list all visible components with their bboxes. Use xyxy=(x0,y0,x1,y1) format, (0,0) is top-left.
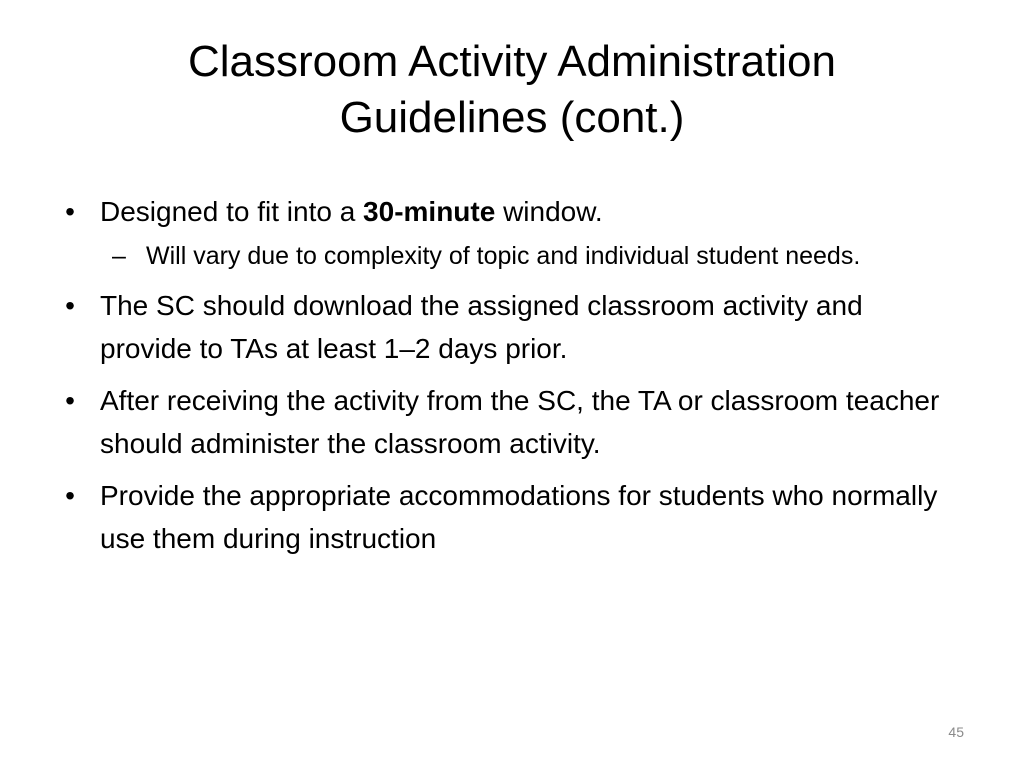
bullet-item-3 xyxy=(60,379,960,465)
bullet-dot-icon: • xyxy=(65,290,75,321)
bullet-item-1 xyxy=(60,190,960,275)
bullet-list xyxy=(60,190,960,569)
bullet-1-bold-text: 30-minute xyxy=(363,196,496,227)
sub-bullet-1-text: Will vary due to complexity of topic and individual student needs. xyxy=(146,242,861,270)
sub-bullet-item-1 xyxy=(100,237,960,275)
bullet-1-text-before: Designed to fit into a xyxy=(100,196,364,227)
bullet-dot-icon: • xyxy=(65,385,75,416)
bullet-1-text-after: window. xyxy=(495,196,603,227)
bullet-dot-icon: • xyxy=(65,480,75,511)
slide-title-line-2: Guidelines (cont.) xyxy=(339,93,685,142)
dash-icon: – xyxy=(112,242,126,270)
page-number: 45 xyxy=(948,724,964,740)
sub-bullet-list xyxy=(100,237,960,275)
bullet-4-text: Provide the appropriate accommodations for students who normally use them during instruction xyxy=(100,480,938,554)
bullet-item-4 xyxy=(60,474,960,560)
bullet-3-text: After receiving the activity from the SC, the TA or classroom teacher should administer the classroom activity. xyxy=(100,385,940,459)
bullet-dot-icon: • xyxy=(65,196,75,227)
bullet-2-text: The SC should download the assigned classroom activity and provide to TAs at least 1–2 days prior. xyxy=(100,290,863,364)
slide-title-line-1: Classroom Activity Administration xyxy=(188,37,836,86)
slide-title xyxy=(60,34,964,146)
bullet-item-2 xyxy=(60,284,960,370)
